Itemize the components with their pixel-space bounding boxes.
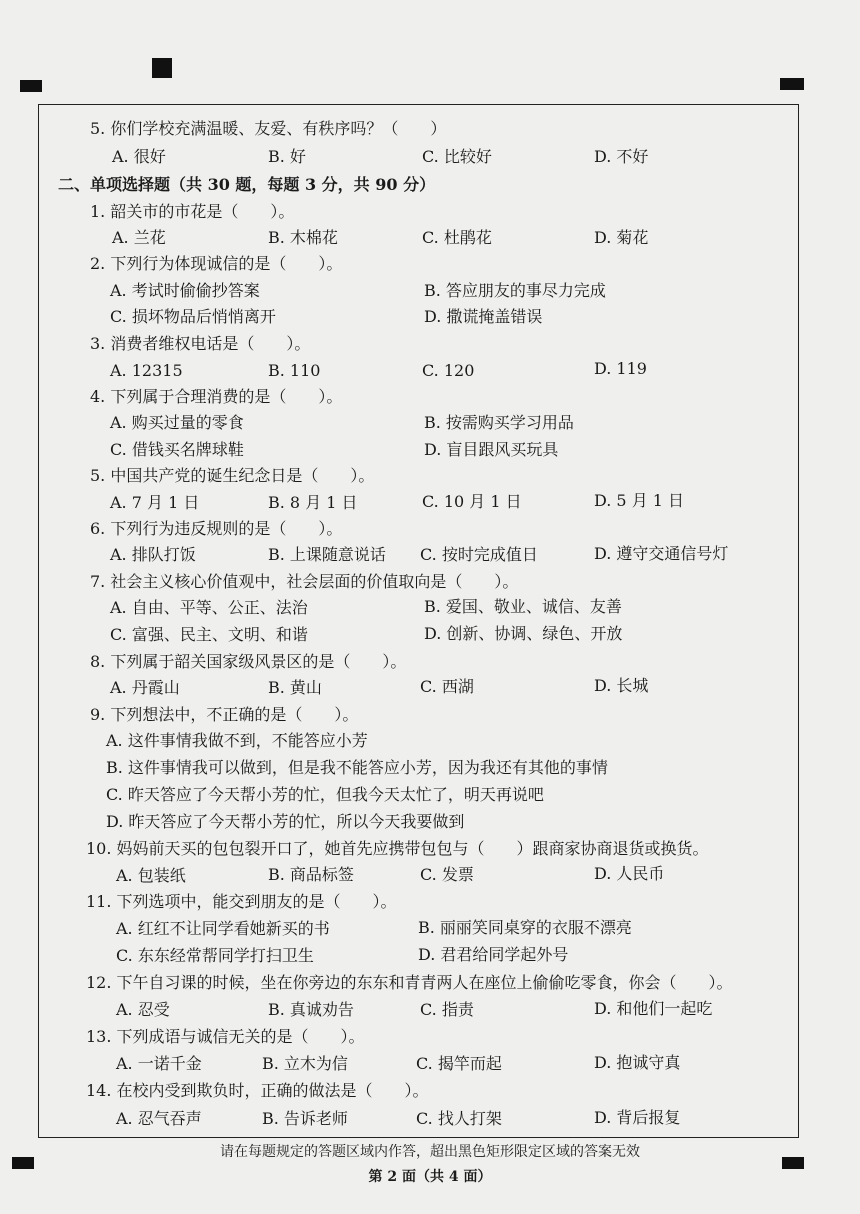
option: D. 抱诚守真 [594, 1053, 681, 1072]
option: C. 发票 [420, 865, 474, 884]
option: B. 这件事情我可以做到，但是我不能答应小芳，因为我还有其他的事情 [106, 758, 608, 777]
option: D. 遵守交通信号灯 [594, 544, 729, 563]
option: A. 一诺千金 [116, 1054, 202, 1073]
option: B. 黄山 [268, 678, 322, 697]
option: C. 富强、民主、文明、和谐 [110, 625, 308, 644]
question-stem: 14. 在校内受到欺负时，正确的做法是（ ）。 [86, 1081, 429, 1100]
option: C. 按时完成值日 [420, 545, 538, 564]
option: C. 10 月 1 日 [422, 492, 522, 511]
option: D. 创新、协调、绿色、开放 [424, 624, 623, 643]
option: D. 菊花 [594, 228, 649, 247]
option: B. 按需购买学习用品 [424, 413, 574, 432]
option: A. 丹霞山 [110, 678, 180, 697]
option: D. 君君给同学起外号 [418, 945, 569, 964]
option: D. 5 月 1 日 [594, 491, 685, 510]
option: B. 110 [268, 361, 321, 380]
answer-area-notice: 请在每题规定的答题区域内作答，超出黑色矩形限定区域的答案无效 [220, 1144, 640, 1160]
registration-mark-top-center [152, 58, 172, 78]
question-stem: 1. 韶关市的市花是（ ）。 [90, 202, 295, 221]
registration-mark-top-left [20, 80, 42, 92]
option: A. 忍气吞声 [116, 1109, 202, 1128]
question-stem: 6. 下列行为违反规则的是（ ）。 [90, 519, 343, 538]
option: A. 红红不让同学看她新买的书 [116, 919, 330, 938]
option: A. 12315 [110, 361, 183, 380]
option: B. 爱国、敬业、诚信、友善 [424, 597, 622, 616]
question-stem: 9. 下列想法中，不正确的是（ ）。 [90, 705, 359, 724]
option: A. 排队打饭 [110, 545, 196, 564]
option: D. 盲目跟风买玩具 [424, 440, 559, 459]
option: C. 比较好 [422, 147, 492, 166]
option: D. 昨天答应了今天帮小芳的忙，所以今天我要做到 [106, 812, 465, 831]
option: C. 昨天答应了今天帮小芳的忙，但我今天太忙了，明天再说吧 [106, 785, 544, 804]
option: D. 119 [594, 359, 647, 378]
section-heading: 二、单项选择题（共 30 题，每题 3 分，共 90 分） [58, 175, 436, 194]
question-stem: 8. 下列属于韶关国家级风景区的是（ ）。 [90, 652, 407, 671]
option: B. 丽丽笑同桌穿的衣服不漂亮 [418, 918, 632, 937]
question-stem: 10. 妈妈前天买的包包裂开口了，她首先应携带包包与（ ）跟商家协商退货或换货。 [86, 839, 709, 858]
option: A. 很好 [112, 147, 166, 166]
question-stem: 3. 消费者维权电话是（ ）。 [90, 334, 311, 353]
option: C. 东东经常帮同学打扫卫生 [116, 946, 314, 965]
option: C. 损坏物品后悄悄离开 [110, 307, 276, 326]
question-stem: 7. 社会主义核心价值观中，社会层面的价值取向是（ ）。 [90, 572, 519, 591]
option: A. 兰花 [112, 228, 166, 247]
option: A. 包装纸 [116, 866, 186, 885]
question-stem: 12. 下午自习课的时候，坐在你旁边的东东和青青两人在座位上偷偷吃零食，你会（ ）。 [86, 973, 733, 992]
option: C. 指责 [420, 1000, 474, 1019]
page-number: 第 2 面（共 4 面） [368, 1169, 492, 1185]
question-stem: 4. 下列属于合理消费的是（ ）。 [90, 387, 343, 406]
option: D. 人民币 [594, 864, 665, 883]
option: B. 木棉花 [268, 228, 338, 247]
option: B. 商品标签 [268, 865, 354, 884]
option: C. 杜鹃花 [422, 228, 492, 247]
option: C. 120 [422, 361, 475, 380]
option: D. 背后报复 [594, 1108, 681, 1127]
option: A. 考试时偷偷抄答案 [110, 281, 260, 300]
registration-mark-top-right [780, 78, 804, 90]
option: A. 这件事情我做不到，不能答应小芳 [106, 731, 368, 750]
option: C. 找人打架 [416, 1109, 502, 1128]
option: A. 自由、平等、公正、法治 [110, 598, 308, 617]
option: A. 7 月 1 日 [110, 493, 200, 512]
option: B. 8 月 1 日 [268, 493, 358, 512]
option: D. 和他们一起吃 [594, 999, 713, 1018]
option: B. 真诚劝告 [268, 1000, 354, 1019]
option: C. 借钱买名牌球鞋 [110, 440, 244, 459]
option: B. 答应朋友的事尽力完成 [424, 281, 606, 300]
question-stem: 2. 下列行为体现诚信的是（ ）。 [90, 254, 343, 273]
question-stem: 5. 中国共产党的诞生纪念日是（ ）。 [90, 466, 375, 485]
option: B. 好 [268, 147, 306, 166]
option: D. 撒谎掩盖错误 [424, 307, 543, 326]
option: B. 上课随意说话 [268, 545, 386, 564]
option: D. 不好 [594, 147, 649, 166]
option: D. 长城 [594, 676, 649, 695]
option: A. 忍受 [116, 1000, 170, 1019]
option: C. 西湖 [420, 677, 474, 696]
question-stem: 5. 你们学校充满温暖、友爱、有秩序吗？（ ） [90, 119, 447, 138]
option: B. 立木为信 [262, 1054, 348, 1073]
option: B. 告诉老师 [262, 1109, 348, 1128]
option: C. 揭竿而起 [416, 1054, 502, 1073]
question-stem: 11. 下列选项中，能交到朋友的是（ ）。 [86, 892, 397, 911]
question-stem: 13. 下列成语与诚信无关的是（ ）。 [86, 1027, 365, 1046]
option: A. 购买过量的零食 [110, 413, 244, 432]
